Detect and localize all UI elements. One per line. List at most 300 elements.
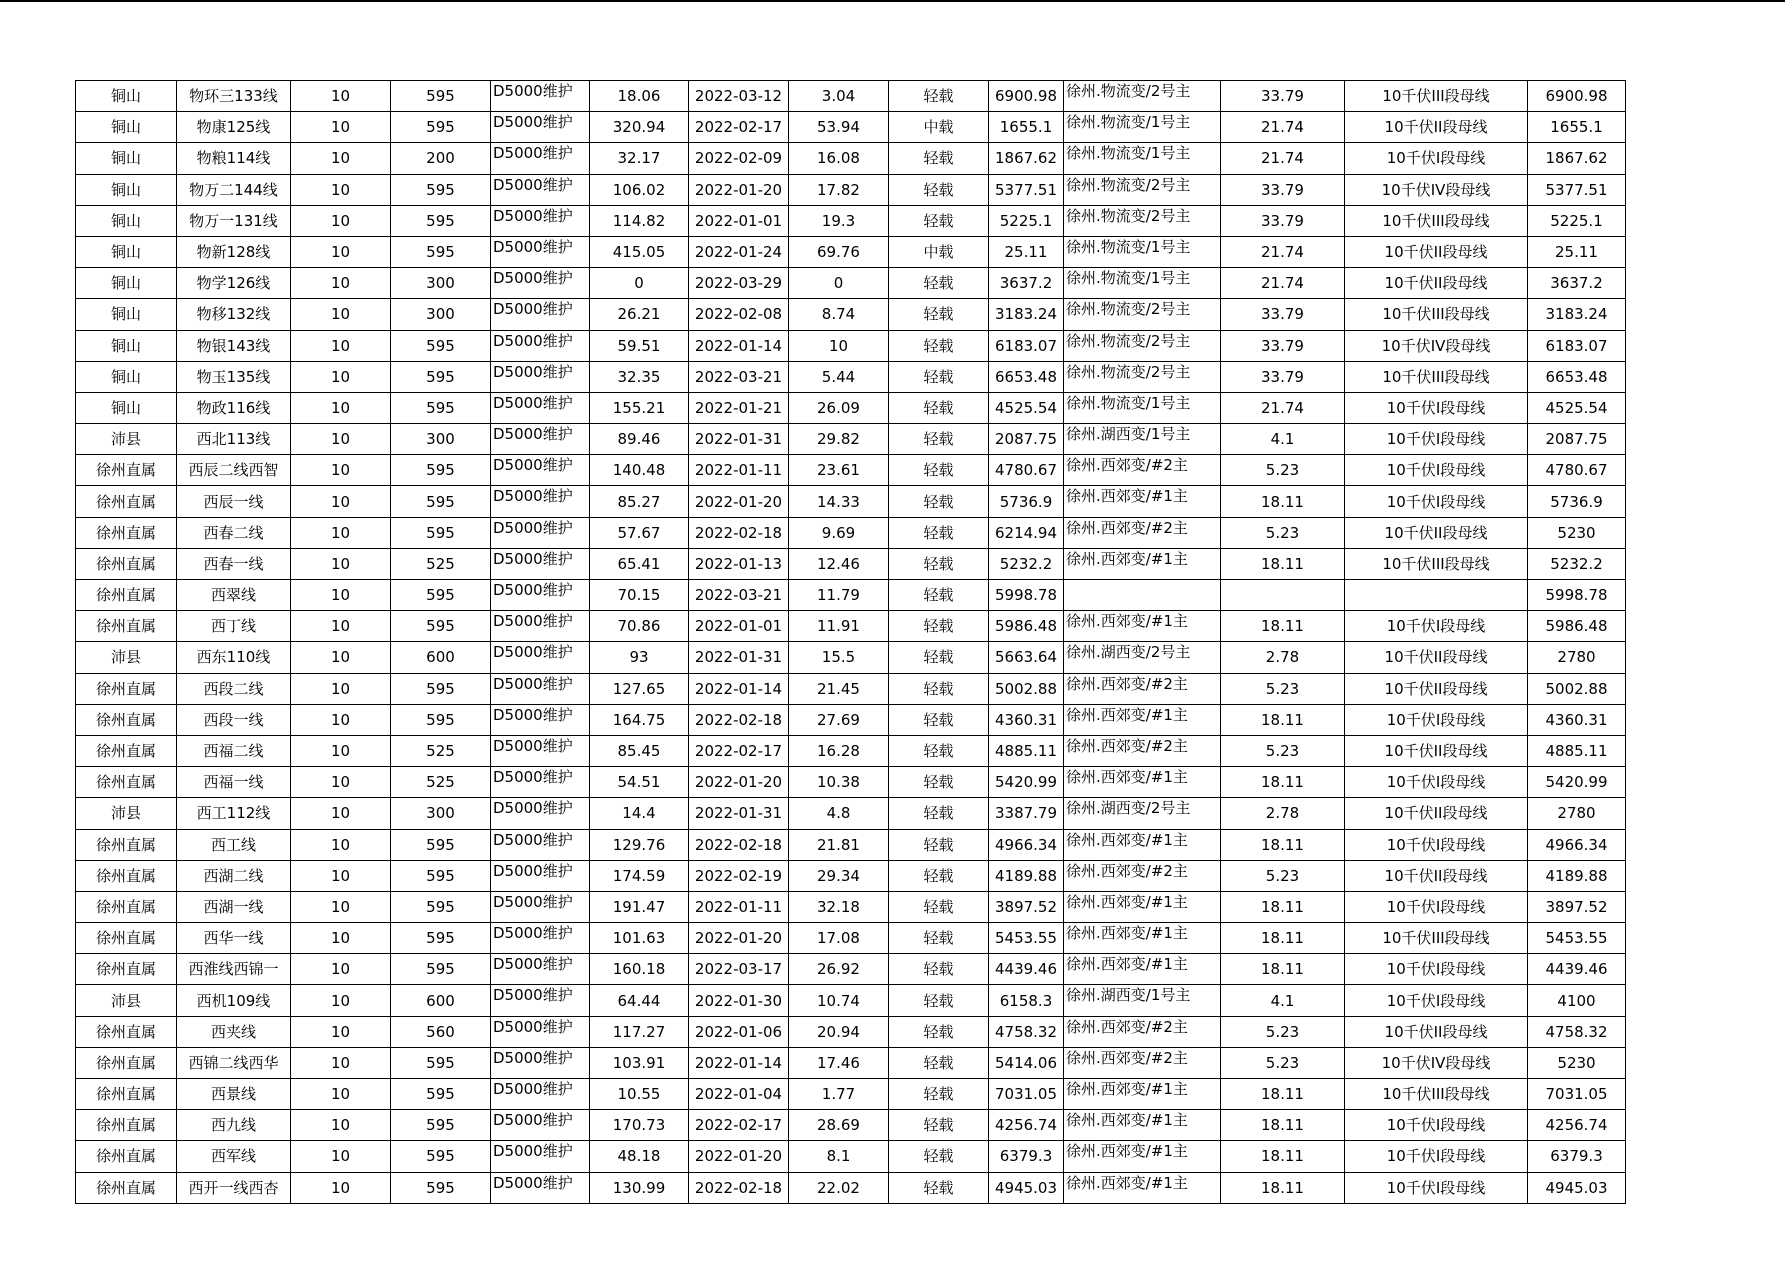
cell-substation-transformer: 徐州.物流变/1号主 — [1064, 236, 1221, 267]
cell-data-source: D5000维护 — [491, 735, 590, 766]
cell-available-capacity: 7031.05 — [989, 1079, 1064, 1110]
cell-data-source: D5000维护 — [491, 81, 590, 112]
cell-max-date: 2022-02-18 — [689, 517, 789, 548]
cell-line-name: 西湖一线 — [177, 891, 291, 922]
cell-data-source: D5000维护 — [491, 798, 590, 829]
cell-remaining-capacity: 5230 — [1528, 517, 1626, 548]
cell-available-capacity: 3897.52 — [989, 891, 1064, 922]
cell-data-source: D5000维护 — [491, 829, 590, 860]
cell-busbar: 10千伏II段母线 — [1345, 1016, 1528, 1047]
cell-max-date: 2022-01-01 — [689, 205, 789, 236]
cell-load-level: 轻载 — [889, 735, 989, 766]
cell-max-date: 2022-01-01 — [689, 611, 789, 642]
cell-rated-current: 595 — [391, 1047, 491, 1078]
cell-load-rate: 27.69 — [789, 704, 889, 735]
cell-load-rate: 5.44 — [789, 361, 889, 392]
cell-district: 徐州直属 — [76, 1110, 177, 1141]
cell-voltage: 10 — [291, 1016, 391, 1047]
table-row — [76, 642, 1626, 673]
cell-load-level: 轻载 — [889, 424, 989, 455]
cell-available-capacity: 4256.74 — [989, 1110, 1064, 1141]
cell-voltage: 10 — [291, 1172, 391, 1203]
cell-rated-current: 595 — [391, 954, 491, 985]
cell-rated-current: 300 — [391, 424, 491, 455]
cell-remaining-capacity: 5230 — [1528, 1047, 1626, 1078]
cell-busbar: 10千伏Ⅰ段母线 — [1345, 954, 1528, 985]
cell-line-name: 物新128线 — [177, 236, 291, 267]
cell-substation-transformer: 徐州.西郊变/#1主 — [1064, 1172, 1221, 1203]
cell-busbar: 10千伏IV段母线 — [1345, 330, 1528, 361]
cell-remaining-capacity: 3897.52 — [1528, 891, 1626, 922]
cell-voltage: 10 — [291, 517, 391, 548]
cell-load-level: 轻载 — [889, 174, 989, 205]
cell-remaining-capacity: 2780 — [1528, 798, 1626, 829]
cell-busbar: 10千伏III段母线 — [1345, 299, 1528, 330]
cell-substation-transformer: 徐州.物流变/2号主 — [1064, 330, 1221, 361]
cell-district: 铜山 — [76, 112, 177, 143]
cell-substation-transformer: 徐州.物流变/2号主 — [1064, 81, 1221, 112]
cell-voltage: 10 — [291, 236, 391, 267]
cell-district: 徐州直属 — [76, 548, 177, 579]
cell-busbar: 10千伏III段母线 — [1345, 361, 1528, 392]
cell-data-source: D5000维护 — [491, 174, 590, 205]
cell-data-source: D5000维护 — [491, 1016, 590, 1047]
cell-max-date: 2022-03-21 — [689, 361, 789, 392]
cell-load-level: 轻载 — [889, 923, 989, 954]
cell-substation-transformer: 徐州.西郊变/#1主 — [1064, 923, 1221, 954]
cell-substation-transformer: 徐州.物流变/1号主 — [1064, 392, 1221, 423]
cell-data-source: D5000维护 — [491, 704, 590, 735]
cell-transformer-load-rate: 21.74 — [1221, 112, 1345, 143]
cell-district: 徐州直属 — [76, 923, 177, 954]
cell-rated-current: 595 — [391, 611, 491, 642]
cell-rated-current: 595 — [391, 330, 491, 361]
cell-available-capacity: 2087.75 — [989, 424, 1064, 455]
cell-substation-transformer — [1064, 580, 1221, 611]
cell-max-current: 70.86 — [590, 611, 689, 642]
cell-data-source: D5000维护 — [491, 580, 590, 611]
cell-line-name: 西翠线 — [177, 580, 291, 611]
cell-substation-transformer: 徐州.物流变/1号主 — [1064, 112, 1221, 143]
cell-transformer-load-rate: 18.11 — [1221, 548, 1345, 579]
cell-substation-transformer: 徐州.西郊变/#2主 — [1064, 1047, 1221, 1078]
cell-busbar: 10千伏Ⅰ段母线 — [1345, 704, 1528, 735]
cell-remaining-capacity: 6900.98 — [1528, 81, 1626, 112]
cell-substation-transformer: 徐州.西郊变/#1主 — [1064, 1110, 1221, 1141]
cell-remaining-capacity: 6183.07 — [1528, 330, 1626, 361]
cell-substation-transformer: 徐州.物流变/2号主 — [1064, 205, 1221, 236]
cell-max-date: 2022-01-31 — [689, 798, 789, 829]
cell-max-date: 2022-03-12 — [689, 81, 789, 112]
cell-max-date: 2022-01-13 — [689, 548, 789, 579]
cell-max-current: 70.15 — [590, 580, 689, 611]
table-row — [76, 860, 1626, 891]
cell-max-date: 2022-01-20 — [689, 923, 789, 954]
cell-substation-transformer: 徐州.湖西变/2号主 — [1064, 642, 1221, 673]
cell-substation-transformer: 徐州.物流变/1号主 — [1064, 268, 1221, 299]
cell-line-name: 物玉135线 — [177, 361, 291, 392]
cell-voltage: 10 — [291, 954, 391, 985]
cell-data-source: D5000维护 — [491, 268, 590, 299]
cell-district: 铜山 — [76, 299, 177, 330]
cell-rated-current: 595 — [391, 1079, 491, 1110]
cell-max-current: 191.47 — [590, 891, 689, 922]
cell-max-current: 65.41 — [590, 548, 689, 579]
cell-max-current: 140.48 — [590, 455, 689, 486]
cell-transformer-load-rate: 33.79 — [1221, 81, 1345, 112]
cell-max-current: 54.51 — [590, 767, 689, 798]
cell-substation-transformer: 徐州.西郊变/#2主 — [1064, 673, 1221, 704]
cell-available-capacity: 4885.11 — [989, 735, 1064, 766]
cell-busbar: 10千伏III段母线 — [1345, 81, 1528, 112]
cell-load-rate: 15.5 — [789, 642, 889, 673]
cell-transformer-load-rate: 4.1 — [1221, 985, 1345, 1016]
cell-load-level: 轻载 — [889, 268, 989, 299]
cell-voltage: 10 — [291, 923, 391, 954]
cell-substation-transformer: 徐州.西郊变/#1主 — [1064, 1141, 1221, 1172]
cell-load-level: 轻载 — [889, 767, 989, 798]
cell-district: 铜山 — [76, 174, 177, 205]
cell-load-level: 轻载 — [889, 704, 989, 735]
cell-line-name: 西军线 — [177, 1141, 291, 1172]
cell-busbar: 10千伏II段母线 — [1345, 735, 1528, 766]
cell-voltage: 10 — [291, 268, 391, 299]
cell-load-level: 轻载 — [889, 1172, 989, 1203]
cell-rated-current: 600 — [391, 985, 491, 1016]
cell-rated-current: 595 — [391, 1141, 491, 1172]
cell-rated-current: 525 — [391, 735, 491, 766]
cell-max-current: 48.18 — [590, 1141, 689, 1172]
cell-transformer-load-rate: 21.74 — [1221, 143, 1345, 174]
table-row — [76, 1110, 1626, 1141]
cell-line-name: 西春二线 — [177, 517, 291, 548]
cell-substation-transformer: 徐州.物流变/2号主 — [1064, 174, 1221, 205]
cell-data-source: D5000维护 — [491, 361, 590, 392]
cell-transformer-load-rate: 21.74 — [1221, 236, 1345, 267]
cell-load-rate: 26.09 — [789, 392, 889, 423]
cell-district: 沛县 — [76, 798, 177, 829]
cell-line-name: 物银143线 — [177, 330, 291, 361]
cell-district: 徐州直属 — [76, 611, 177, 642]
cell-line-name: 西湖二线 — [177, 860, 291, 891]
cell-remaining-capacity: 4439.46 — [1528, 954, 1626, 985]
table-row — [76, 735, 1626, 766]
cell-district: 徐州直属 — [76, 1141, 177, 1172]
cell-transformer-load-rate — [1221, 580, 1345, 611]
cell-available-capacity: 3637.2 — [989, 268, 1064, 299]
cell-transformer-load-rate: 5.23 — [1221, 735, 1345, 766]
cell-data-source: D5000维护 — [491, 673, 590, 704]
cell-remaining-capacity: 1867.62 — [1528, 143, 1626, 174]
cell-available-capacity: 5663.64 — [989, 642, 1064, 673]
cell-rated-current: 595 — [391, 891, 491, 922]
cell-substation-transformer: 徐州.湖西变/1号主 — [1064, 424, 1221, 455]
cell-data-source: D5000维护 — [491, 143, 590, 174]
cell-line-name: 西辰二线西智 — [177, 455, 291, 486]
cell-max-current: 174.59 — [590, 860, 689, 891]
cell-remaining-capacity: 5002.88 — [1528, 673, 1626, 704]
cell-load-rate: 53.94 — [789, 112, 889, 143]
cell-max-current: 14.4 — [590, 798, 689, 829]
cell-transformer-load-rate: 18.11 — [1221, 891, 1345, 922]
cell-data-source: D5000维护 — [491, 299, 590, 330]
cell-substation-transformer: 徐州.西郊变/#1主 — [1064, 891, 1221, 922]
cell-max-current: 10.55 — [590, 1079, 689, 1110]
table-row — [76, 580, 1626, 611]
cell-remaining-capacity: 4256.74 — [1528, 1110, 1626, 1141]
cell-max-current: 117.27 — [590, 1016, 689, 1047]
cell-rated-current: 595 — [391, 81, 491, 112]
cell-remaining-capacity: 5736.9 — [1528, 486, 1626, 517]
cell-line-name: 物万二144线 — [177, 174, 291, 205]
cell-max-date: 2022-03-29 — [689, 268, 789, 299]
cell-line-name: 西工线 — [177, 829, 291, 860]
cell-data-source: D5000维护 — [491, 891, 590, 922]
cell-load-level: 轻载 — [889, 985, 989, 1016]
cell-available-capacity: 1655.1 — [989, 112, 1064, 143]
cell-rated-current: 595 — [391, 236, 491, 267]
table-row — [76, 923, 1626, 954]
table-row — [76, 1047, 1626, 1078]
cell-load-level: 轻载 — [889, 299, 989, 330]
cell-rated-current: 595 — [391, 1110, 491, 1141]
cell-max-date: 2022-03-21 — [689, 580, 789, 611]
cell-max-date: 2022-01-04 — [689, 1079, 789, 1110]
cell-district: 铜山 — [76, 361, 177, 392]
cell-transformer-load-rate: 18.11 — [1221, 954, 1345, 985]
cell-load-rate: 11.91 — [789, 611, 889, 642]
cell-max-date: 2022-01-24 — [689, 236, 789, 267]
cell-load-rate: 10 — [789, 330, 889, 361]
cell-load-rate: 16.08 — [789, 143, 889, 174]
cell-load-level: 轻载 — [889, 1141, 989, 1172]
cell-remaining-capacity: 5998.78 — [1528, 580, 1626, 611]
cell-busbar: 10千伏Ⅰ段母线 — [1345, 1110, 1528, 1141]
cell-district: 沛县 — [76, 424, 177, 455]
cell-district: 徐州直属 — [76, 1016, 177, 1047]
cell-busbar — [1345, 580, 1528, 611]
cell-district: 徐州直属 — [76, 455, 177, 486]
cell-data-source: D5000维护 — [491, 486, 590, 517]
cell-substation-transformer: 徐州.西郊变/#1主 — [1064, 1079, 1221, 1110]
cell-max-date: 2022-01-20 — [689, 767, 789, 798]
cell-load-rate: 16.28 — [789, 735, 889, 766]
cell-line-name: 物环三133线 — [177, 81, 291, 112]
cell-available-capacity: 6653.48 — [989, 361, 1064, 392]
cell-busbar: 10千伏III段母线 — [1345, 205, 1528, 236]
cell-load-rate: 4.8 — [789, 798, 889, 829]
cell-remaining-capacity: 4758.32 — [1528, 1016, 1626, 1047]
cell-busbar: 10千伏Ⅰ段母线 — [1345, 891, 1528, 922]
cell-line-name: 西福一线 — [177, 767, 291, 798]
cell-max-current: 415.05 — [590, 236, 689, 267]
cell-line-name: 西丁线 — [177, 611, 291, 642]
cell-max-date: 2022-01-20 — [689, 1141, 789, 1172]
cell-busbar: 10千伏II段母线 — [1345, 860, 1528, 891]
cell-available-capacity: 5232.2 — [989, 548, 1064, 579]
cell-max-current: 57.67 — [590, 517, 689, 548]
cell-district: 铜山 — [76, 143, 177, 174]
cell-available-capacity: 4945.03 — [989, 1172, 1064, 1203]
cell-busbar: 10千伏II段母线 — [1345, 673, 1528, 704]
cell-voltage: 10 — [291, 299, 391, 330]
cell-load-level: 轻载 — [889, 548, 989, 579]
cell-transformer-load-rate: 5.23 — [1221, 517, 1345, 548]
cell-rated-current: 595 — [391, 361, 491, 392]
cell-available-capacity: 6158.3 — [989, 985, 1064, 1016]
cell-line-name: 西机109线 — [177, 985, 291, 1016]
cell-load-rate: 8.1 — [789, 1141, 889, 1172]
cell-max-current: 155.21 — [590, 392, 689, 423]
cell-max-current: 18.06 — [590, 81, 689, 112]
cell-transformer-load-rate: 2.78 — [1221, 642, 1345, 673]
cell-load-rate: 12.46 — [789, 548, 889, 579]
cell-line-name: 西东110线 — [177, 642, 291, 673]
cell-max-current: 85.45 — [590, 735, 689, 766]
table-row — [76, 673, 1626, 704]
cell-load-rate: 8.74 — [789, 299, 889, 330]
cell-voltage: 10 — [291, 1110, 391, 1141]
cell-substation-transformer: 徐州.西郊变/#2主 — [1064, 455, 1221, 486]
cell-available-capacity: 3183.24 — [989, 299, 1064, 330]
cell-rated-current: 200 — [391, 143, 491, 174]
cell-remaining-capacity: 3637.2 — [1528, 268, 1626, 299]
cell-voltage: 10 — [291, 330, 391, 361]
cell-busbar: 10千伏Ⅰ段母线 — [1345, 829, 1528, 860]
cell-data-source: D5000维护 — [491, 1172, 590, 1203]
cell-load-rate: 26.92 — [789, 954, 889, 985]
cell-max-current: 106.02 — [590, 174, 689, 205]
cell-load-level: 轻载 — [889, 81, 989, 112]
cell-max-current: 101.63 — [590, 923, 689, 954]
cell-transformer-load-rate: 5.23 — [1221, 1016, 1345, 1047]
cell-voltage: 10 — [291, 611, 391, 642]
cell-line-name: 西华一线 — [177, 923, 291, 954]
cell-substation-transformer: 徐州.西郊变/#1主 — [1064, 611, 1221, 642]
cell-load-rate: 3.04 — [789, 81, 889, 112]
cell-busbar: 10千伏Ⅰ段母线 — [1345, 424, 1528, 455]
cell-available-capacity: 4189.88 — [989, 860, 1064, 891]
cell-data-source: D5000维护 — [491, 767, 590, 798]
cell-available-capacity: 5736.9 — [989, 486, 1064, 517]
cell-transformer-load-rate: 5.23 — [1221, 673, 1345, 704]
cell-remaining-capacity: 5225.1 — [1528, 205, 1626, 236]
cell-district: 徐州直属 — [76, 673, 177, 704]
cell-load-rate: 21.45 — [789, 673, 889, 704]
page-top-rule — [0, 0, 1785, 2]
feeder-load-table — [75, 80, 1626, 1204]
cell-max-date: 2022-02-17 — [689, 112, 789, 143]
cell-load-rate: 21.81 — [789, 829, 889, 860]
cell-data-source: D5000维护 — [491, 1141, 590, 1172]
cell-load-level: 轻载 — [889, 954, 989, 985]
cell-line-name: 物政116线 — [177, 392, 291, 423]
cell-rated-current: 595 — [391, 174, 491, 205]
table-row — [76, 1141, 1626, 1172]
cell-remaining-capacity: 5453.55 — [1528, 923, 1626, 954]
cell-data-source: D5000维护 — [491, 330, 590, 361]
cell-data-source: D5000维护 — [491, 954, 590, 985]
table-row — [76, 81, 1626, 112]
cell-remaining-capacity: 2087.75 — [1528, 424, 1626, 455]
cell-rated-current: 600 — [391, 642, 491, 673]
cell-load-rate: 1.77 — [789, 1079, 889, 1110]
cell-voltage: 10 — [291, 673, 391, 704]
table-row — [76, 985, 1626, 1016]
table-row — [76, 798, 1626, 829]
cell-voltage: 10 — [291, 548, 391, 579]
cell-district: 徐州直属 — [76, 829, 177, 860]
cell-line-name: 物移132线 — [177, 299, 291, 330]
cell-transformer-load-rate: 18.11 — [1221, 767, 1345, 798]
cell-max-date: 2022-02-17 — [689, 1110, 789, 1141]
cell-substation-transformer: 徐州.湖西变/1号主 — [1064, 985, 1221, 1016]
cell-voltage: 10 — [291, 455, 391, 486]
cell-voltage: 10 — [291, 424, 391, 455]
cell-rated-current: 595 — [391, 829, 491, 860]
cell-line-name: 西淮线西锦一 — [177, 954, 291, 985]
cell-voltage: 10 — [291, 143, 391, 174]
cell-max-date: 2022-01-20 — [689, 174, 789, 205]
table-row — [76, 361, 1626, 392]
cell-data-source: D5000维护 — [491, 1047, 590, 1078]
table-row — [76, 611, 1626, 642]
cell-substation-transformer: 徐州.物流变/1号主 — [1064, 143, 1221, 174]
cell-max-current: 320.94 — [590, 112, 689, 143]
cell-busbar: 10千伏II段母线 — [1345, 517, 1528, 548]
cell-district: 徐州直属 — [76, 1172, 177, 1203]
cell-busbar: 10千伏Ⅰ段母线 — [1345, 392, 1528, 423]
table-row — [76, 954, 1626, 985]
cell-load-rate: 32.18 — [789, 891, 889, 922]
cell-voltage: 10 — [291, 1047, 391, 1078]
cell-available-capacity: 4966.34 — [989, 829, 1064, 860]
cell-voltage: 10 — [291, 985, 391, 1016]
cell-max-current: 0 — [590, 268, 689, 299]
cell-district: 徐州直属 — [76, 517, 177, 548]
cell-remaining-capacity: 4189.88 — [1528, 860, 1626, 891]
cell-available-capacity: 5420.99 — [989, 767, 1064, 798]
cell-transformer-load-rate: 33.79 — [1221, 299, 1345, 330]
cell-max-current: 32.35 — [590, 361, 689, 392]
table-row — [76, 236, 1626, 267]
table-row — [76, 112, 1626, 143]
cell-data-source: D5000维护 — [491, 517, 590, 548]
cell-load-level: 轻载 — [889, 580, 989, 611]
cell-district: 徐州直属 — [76, 954, 177, 985]
table-row — [76, 455, 1626, 486]
cell-data-source: D5000维护 — [491, 1110, 590, 1141]
cell-rated-current: 595 — [391, 580, 491, 611]
cell-line-name: 西开一线西杏 — [177, 1172, 291, 1203]
cell-rated-current: 595 — [391, 923, 491, 954]
cell-max-current: 114.82 — [590, 205, 689, 236]
cell-max-current: 129.76 — [590, 829, 689, 860]
cell-load-rate: 22.02 — [789, 1172, 889, 1203]
cell-substation-transformer: 徐州.西郊变/#1主 — [1064, 704, 1221, 735]
cell-remaining-capacity: 4966.34 — [1528, 829, 1626, 860]
cell-transformer-load-rate: 5.23 — [1221, 1047, 1345, 1078]
cell-busbar: 10千伏III段母线 — [1345, 548, 1528, 579]
cell-load-level: 轻载 — [889, 891, 989, 922]
cell-remaining-capacity: 4945.03 — [1528, 1172, 1626, 1203]
cell-load-rate: 29.34 — [789, 860, 889, 891]
cell-load-rate: 9.69 — [789, 517, 889, 548]
cell-remaining-capacity: 3183.24 — [1528, 299, 1626, 330]
cell-substation-transformer: 徐州.西郊变/#2主 — [1064, 1016, 1221, 1047]
cell-district: 徐州直属 — [76, 767, 177, 798]
cell-busbar: 10千伏II段母线 — [1345, 798, 1528, 829]
